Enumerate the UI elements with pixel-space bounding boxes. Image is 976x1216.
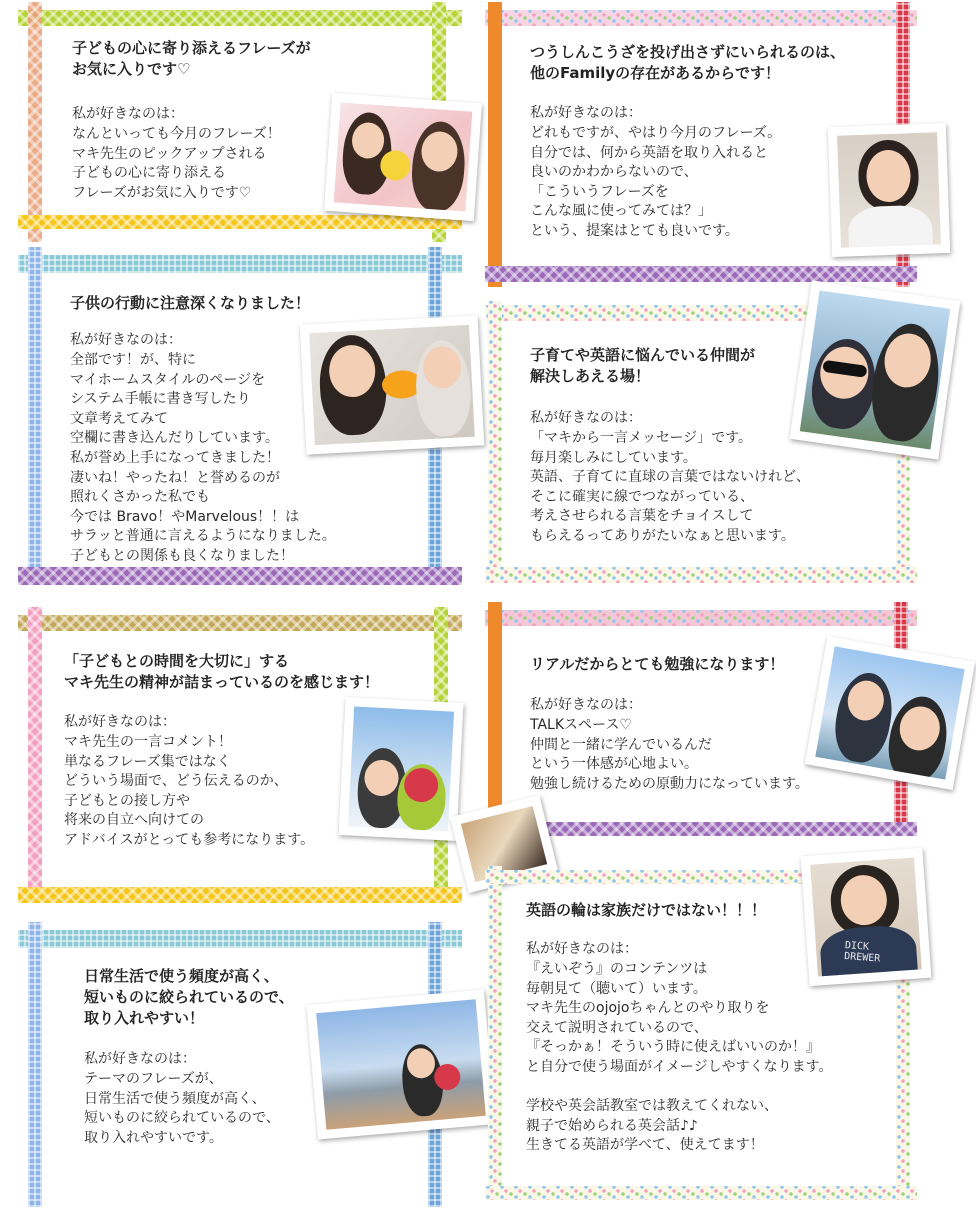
card-body: 「マキから一言メッセージ」です。 毎月楽しみにしています。 英語、子育てに直球の言葉ではないけれど、 そこに確実に線でつながっている、 考えさせられる言葉をチョイスして もらえるってありがたいなぁと思います。	[530, 430, 810, 544]
card-label: 私が好きなのは：	[64, 714, 176, 730]
card-label: 私が好きなのは：	[72, 106, 184, 122]
tape-left	[28, 2, 42, 242]
tape-left	[28, 922, 42, 1207]
card-body: なんといっても今月のフレーズ！ マキ先生のピックアップされる 子どもの心に寄り添える フレーズがお気に入りです♡	[72, 126, 281, 201]
card-label: 私が好きなのは：	[70, 332, 182, 348]
card-body: TALKスペース♡ 仲間と一緒に学んでいるんだ という一体感が心地よい。 勉強し続けるための原動力になっています。	[530, 717, 809, 792]
card-label: 私が好きなのは：	[526, 941, 638, 957]
hoodie-print: DICK DREWER	[843, 940, 881, 965]
card-label: 私が好きなのは：	[530, 697, 642, 713]
tape-bottom	[485, 567, 917, 583]
card-title: 子どもの心に寄り添えるフレーズが お気に入りです♡	[72, 39, 311, 78]
family-photo-3	[300, 315, 485, 454]
card-label: 私が好きなのは：	[530, 105, 642, 121]
tape-bottom	[485, 266, 917, 282]
tape-bottom	[18, 567, 462, 585]
harbor-photo-7	[306, 990, 495, 1140]
tape-top	[18, 10, 462, 26]
card-body: 全部です！が、特に マイホームスタイルのページを システム手帳に書き写したり 文章考えてみて 空欄に書き込んだりしています。 私が誉め上手になってきました！ 凄いね！やったね！と誉めるのが 照れくさかった私でも 今では Bravo！やMarvelous！！は サラッと普通に言えるようになりました。 子どもとの関係も良くなりました！	[70, 352, 336, 564]
card-title: 子育てや英語に悩んでいる仲間が 解決しあえる場！	[530, 346, 756, 385]
outdoor-photo-6	[805, 636, 975, 790]
card-body: 『えいぞう』のコンテンツは 毎朝見て（聴いて）います。 マキ先生のojojoちゃんとのやり取りを 交えて説明されているので、 『そっかぁ！そういう時に使えばいいのか！』 と自分で使う場面がイメージしやすくなります。 学校や英会話教室では教えてくれない、 親子で始められる英会話♪♪ 生きてる英語が学べて、使えてます！	[526, 961, 833, 1154]
card-title: リアルだからとても勉強になります！	[530, 655, 785, 673]
card-label: 私が好きなのは：	[84, 1051, 196, 1067]
tape-top	[485, 610, 917, 626]
tape-left	[488, 2, 502, 287]
card-body: どれもですが、やはり今月のフレーズ。 自分では、何から英語を取り入れると 良いのかわからないので、 「こういうフレーズを こんな風に使ってみては？」 という、提案はとても良いです。	[530, 125, 782, 239]
tape-top	[18, 255, 462, 273]
card-title: つうしんこうざを投げ出さずにいられるのは、 他のFamilyの存在があるからです！	[530, 43, 846, 82]
family-photo-1	[324, 93, 482, 221]
tape-left	[488, 602, 502, 830]
tape-top	[18, 930, 462, 948]
tape-left	[488, 866, 502, 1196]
tape-top	[18, 615, 462, 631]
portrait-photo-2	[828, 123, 950, 257]
card-body: テーマのフレーズが、 日常生活で使う頻度が高く、 短いものに絞られているので、 取り入れやすいです。	[84, 1071, 280, 1146]
card-title: 「子どもとの時間を大切に」する マキ先生の精神が詰まっているのを感じます！	[64, 652, 380, 691]
tape-bottom	[18, 887, 462, 903]
card-title: 子供の行動に注意深くなりました！	[70, 294, 311, 312]
card-label: 私が好きなのは：	[530, 410, 642, 426]
tape-top	[485, 10, 917, 26]
tape-bottom	[18, 215, 462, 229]
tape-bottom	[485, 1186, 917, 1200]
tape-left	[488, 301, 502, 581]
tape-left	[28, 247, 42, 582]
card-body: マキ先生の一言コメント！ 単なるフレーズ集ではなく どういう場面で、どう伝えるのか、 子どもとの接し方や 将来の自立へ向けての アドバイスがとっても参考になります。	[64, 734, 315, 848]
family-photo-4	[790, 280, 961, 459]
ski-photo-5	[338, 697, 463, 841]
card-title: 日常生活で使う頻度が高く、 短いものに絞られているので、 取り入れやすい！	[84, 967, 294, 1027]
tape-bottom	[485, 822, 917, 836]
card-title: 英語の輪は家族だけではない！！！	[526, 901, 767, 919]
portrait-photo-8	[801, 848, 932, 986]
tape-left	[28, 607, 42, 902]
